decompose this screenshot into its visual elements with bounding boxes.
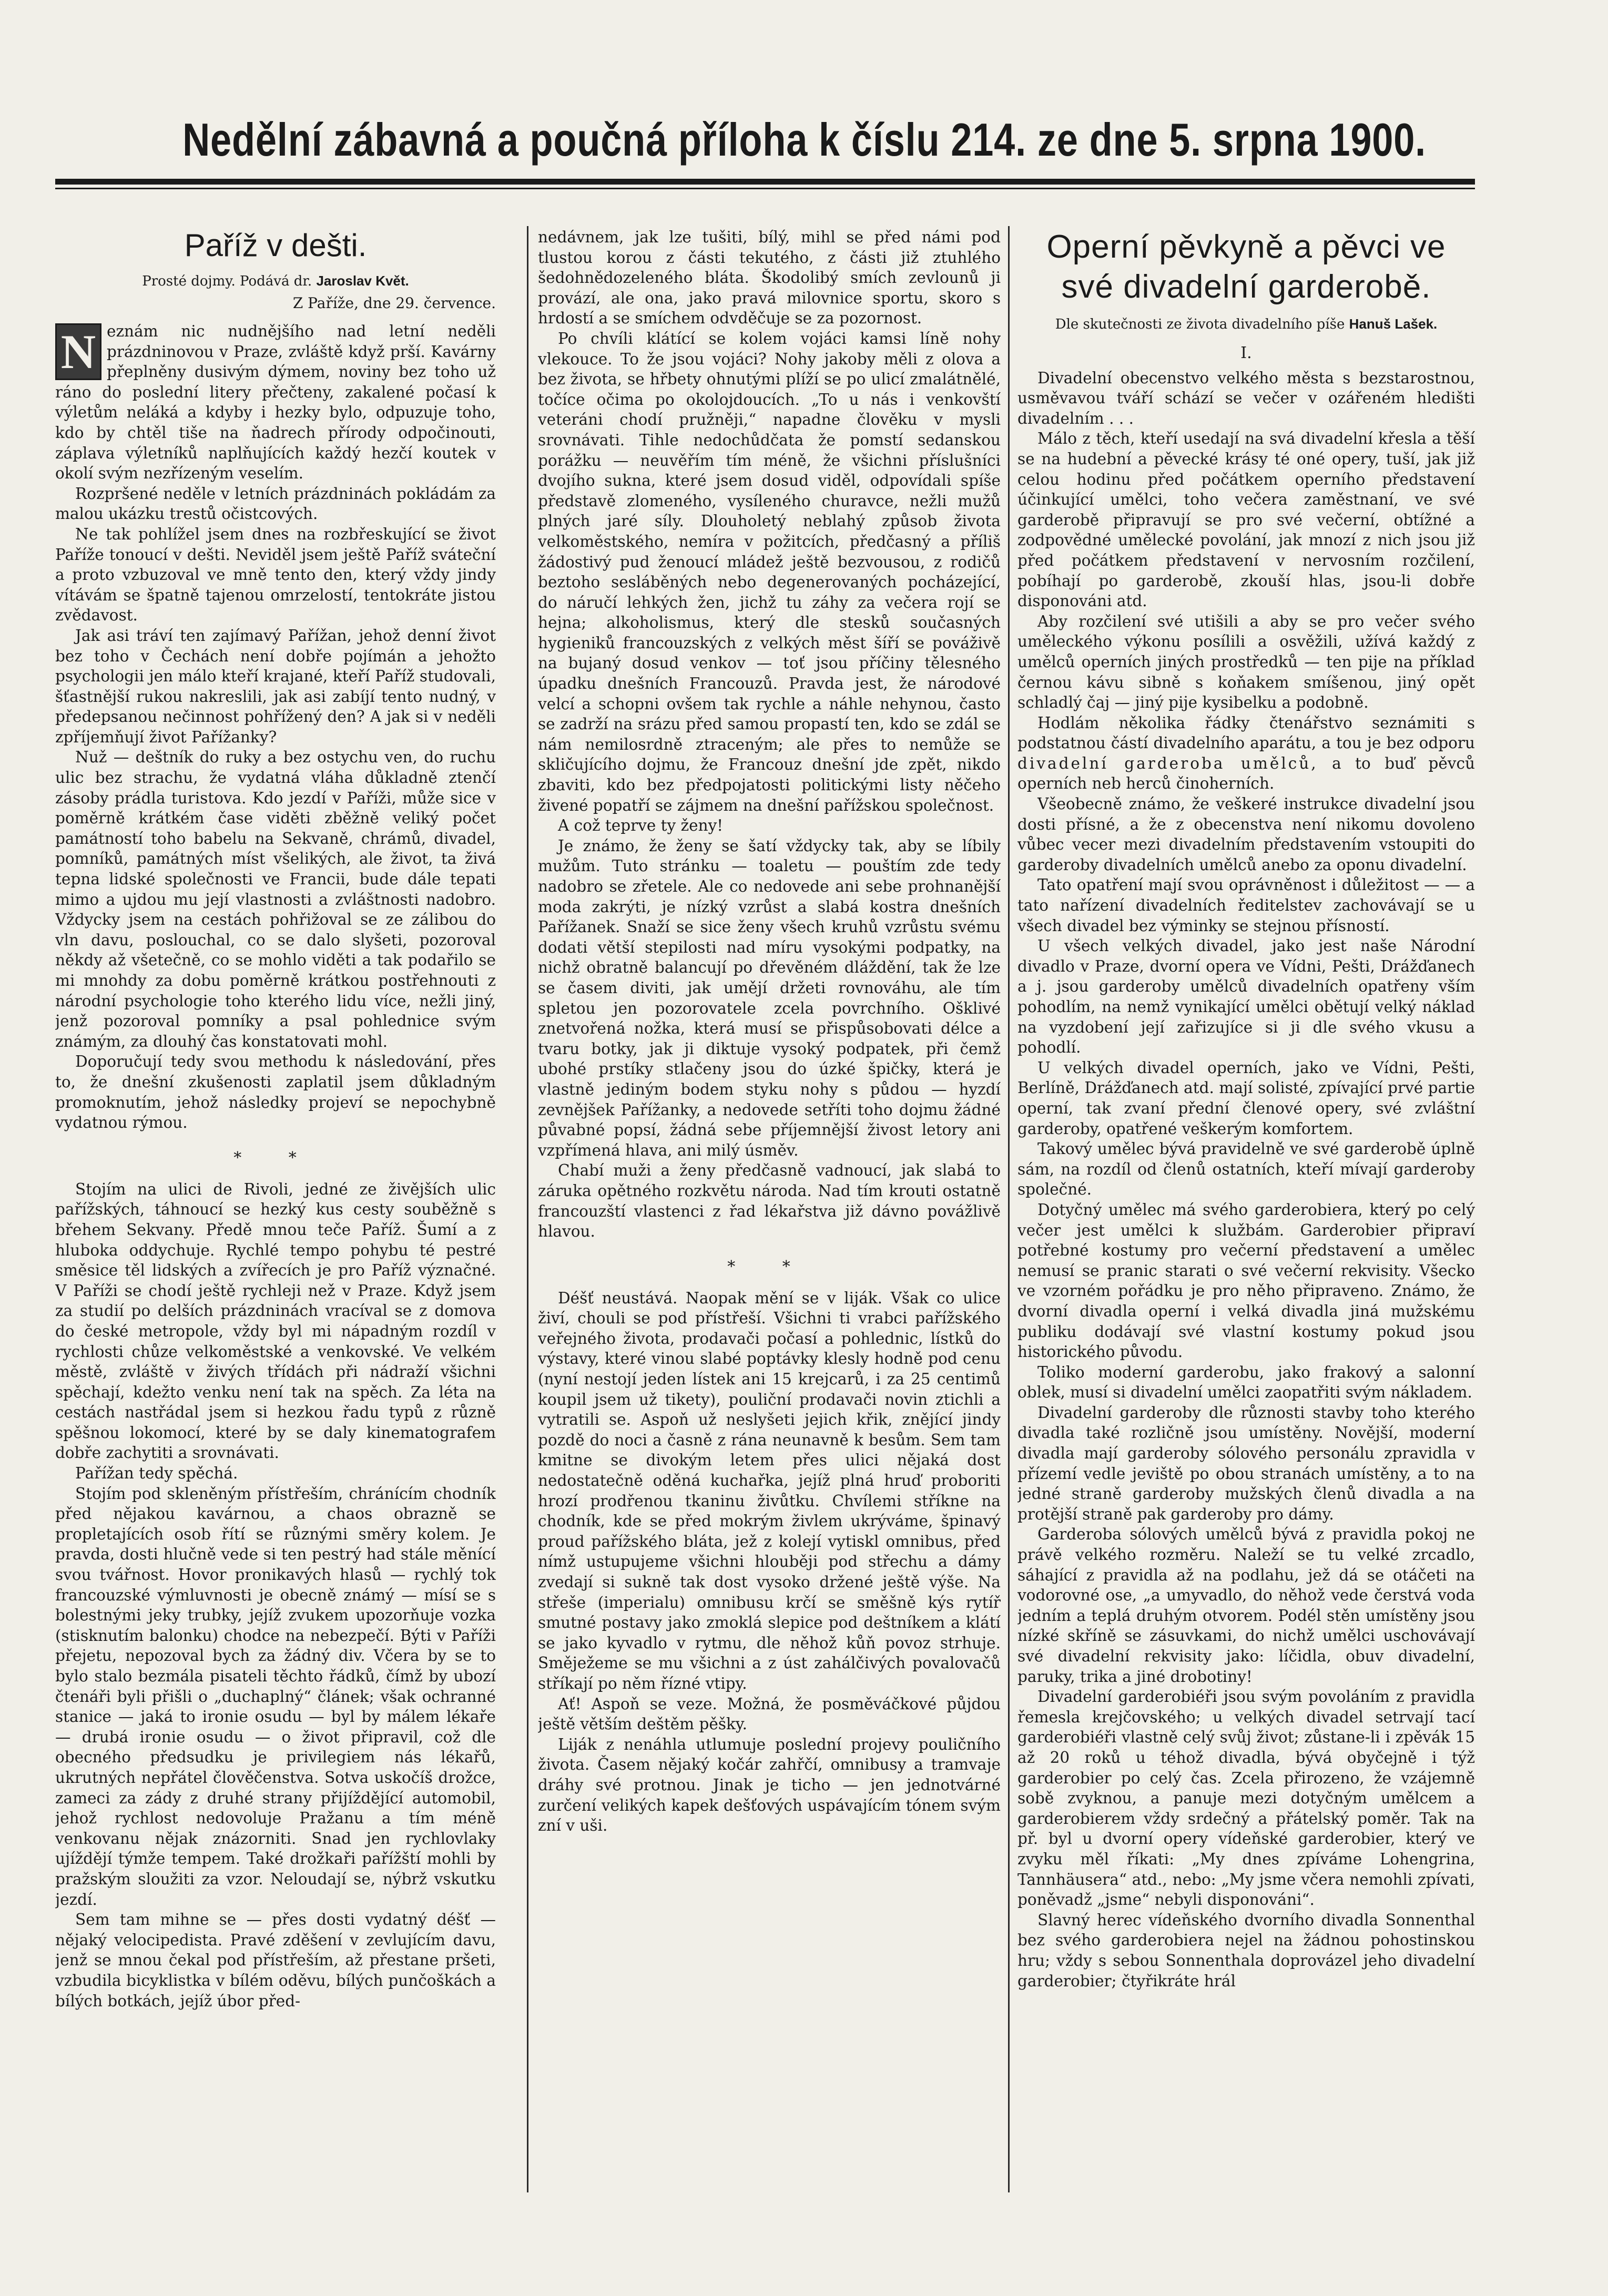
paragraph: Tato opatření mají svou oprávněnost i důležitost — — a tato nařízení divadelních ředitelstev zachovávají se u všech divadel bez výminky se stejnou přísností. <box>1017 876 1475 935</box>
drop-cap: N <box>55 323 101 380</box>
paragraph: Málo z těch, kteří usedají na svá divadelní křesla a těší se na hudební a pěvecké krásy té oné opery, tuší, jak již celou hodinu před počátkem operního představení účinkující umělci, toho večera zaměstnaní, ve své garderobě připravují se pro své večerní, obtížné a zodpovědné umělecké povolání, jak mnozí z nich jsou již před počátkem představení v nervosním rozčilení, pobíhají po garderobě, zkouší hlas, jsou-li dobře disponováni atd. <box>1017 430 1475 610</box>
paragraph <box>55 321 496 484</box>
paragraph-text: Hodlám několika řádky čtenářstvo seznámiti s podstatnou částí divadelního aparátu, a tou je bez odporu <box>1017 713 1475 752</box>
paragraph: Takový umělec bývá pravidelně ve své garderobě úplně sám, na rozdíl od členů ostatních, kteří mívají garderoby společné. <box>1017 1140 1475 1199</box>
paragraph: Divadelní garderoby dle různosti stavby toho kterého divadla také rozličně jsou umístěny. Novější, moderní divadla mají garderoby sólového personálu zpravidla v přízemí vedle jeviště po obou stranách umístěny, a to na jedné straně garderoby mužských členů divadla a na protější straně pak garderoby pro dámy. <box>1017 1403 1475 1523</box>
paragraph: A což teprve ty ženy! <box>558 817 724 835</box>
masthead-rule-thin <box>55 188 1475 189</box>
byline <box>55 271 496 291</box>
paragraph-text: a to buď pěvců operních neb herců činoherních. <box>1017 754 1475 793</box>
masthead-rule-thick <box>55 179 1475 185</box>
paragraph: Divadelní obecenstvo velkého města s bezstarostnou, usměvavou tváří schází se večer v ozářeném hledišti divadelním . . . <box>1017 369 1475 427</box>
paragraph: Déšť neustává. Naopak mění se v liják. Však co ulice živí, chouli se pod přístřeší. Všichni ti vrabci pařížského veřejného života, prodavači počasí a pohlednic, lístků do výstavy, které vinou slabé poptávky klesly hodně pod cenu (nyní nestojí jeden lístek ani 15 krejcarů, i za 25 centimů koupil jsem už tikety), pouliční prodavači novin ztichli a vytratili se. Aspoň už neslyšeti jejich křik, znějící jindy pozdě do noci a časně z rána neunavně k besům. Sem tam kmitne se divokým letem přes ulici nějaká dost nedostatečně oděná kuchařka, jejíž plná hruď proboriti hrozí prodřenou tkaninu živůtku. Chvílemi stříkne na chodník, kde se před mokrým živlem ukrýváme, špinavý proud pařížského bláta, jež z kolejí vytiskl omnibus, před nímž ustupujeme všichni hlouběji pod střechu a dámy zvedají si sukně tak dost vysoko držené ještě výše. Na střeše (imperialu) omnibusu krčí se směšně kýs rytíř smutné postavy jako zmoklá slepice pod deštníkem a klátí se jako kyvadlo v rytmu, dle něhož kůň povoz strhuje. Směježeme se mu všichni a z úst zahálčivých povalovačů stříkají po něm řízné vtipy. <box>538 1289 1001 1692</box>
paragraph: Rozpršené neděle v letních prázdninách pokládám za malou ukázku trestů očistcových. <box>55 484 496 523</box>
masthead: Nedělní zábavná a poučná příloha k číslu 214. ze dne 5. srpna 1900. <box>182 114 1427 166</box>
column-1 <box>55 227 496 2199</box>
paragraph: Dotyčný umělec má svého garderobiera, který po celý večer jest umělci k službám. Garderobier připraví potřebné kostumy pro večerní představení a umělec nemusí se pranic starati o své večerní rekvisity. Všecko ve vzorném pořádku je pro něho připraveno. Známo, že dvorní divadla operní i velká divadla jiná mužskému publiku dodávají své vlastní kostumy pokud jsou historického původu. <box>1017 1200 1475 1361</box>
paragraph: Stojím na ulici de Rivoli, jedné ze živějších ulic pařížských, táhnoucí se hezký kus cesty souběžně s břehem Sekvany. Předě mnou teče Paříž. Šumí a z hluboka oddychuje. Rychlé tempo pohybu té pestré směsice těl lidských a zvířecích je pro Paříž význačné. V Paříži se chodí ještě rychleji než v Praze. Když jsem za studií po delších prázdninách vracíval se z domova do české metropole, vždy byl mi nápadným rozdíl v rychlosti chůze velkoměstské a venkovské. Ve velkém městě, zvláště v živých třídách při nádraží všichni spěchají, kdežto venku není tak na spěch. Za léta na cestách nastřádal jsem si hezkou řadu typů z různě spěšnou lokomocí, které by se daly kinematografem dobře zachytiti a srovnávati. <box>55 1180 496 1462</box>
paragraph: Aby rozčilení své utišili a aby se pro večer svého uměleckého výkonu posílili a osvěžili, užívá každý z umělců operních jiných prostředků — ten pije na příklad černou kávu sibně s koňakem smíšenou, jiný opět schladlý čaj — jiný pije kysibelku a podobně. <box>1017 612 1475 712</box>
paragraph: U všech velkých divadel, jako jest naše Národní divadlo v Praze, dvorní opera ve Vídni, Pešti, Drážďanech a j. jsou garderoby umělců divadelních opatřeny vším pohodlím, na nemž vynikající umělci obětují velký náklad na vyzdobení její zařizujíce si ji dle svého vkusu a pohodlí. <box>1017 937 1475 1057</box>
paragraph: Je známo, že ženy se šatí vždycky tak, aby se líbily mužům. Tuto stránku — toaletu — pouštím zde tedy nadobro se zřetele. Ale co nedovede ani sebe prohnanější moda zakrýti, je nízký vzrůst a slabá kostra dnešních Pařížanek. Snaží se sice ženy všech kruhů vzrůstu svému dodati větší stepilosti nad míru vysokými podpatky, na nichž obratně balancují po dřevěném dláždění, tak že lze se časem diviti, jak umějí držeti rovnováhu, ale tím spletou jen pozorovatele zcela povrchního. Ošklivé znetvořená nožka, která musí se přispůsobovati délce a tvaru botky, jak ji diktuje vysoký podpatek, při čemž ubohé prstíky stlačeny jsou do úzké špičky, která je vlastně jediným bodem styku nohy s půdou — hyzdí zevnějšek Pařížanky, a nedovede setříti toho dojmu žádné půvabné popsí, žádná sebe příjemnější živost letory ani vzpřímená hlava, ani milý úsměv. <box>538 836 1001 1159</box>
paragraph: U velkých divadel operních, jako ve Vídni, Pešti, Berlíně, Drážďanech atd. mají solisté, zpívající prvé partie operní, tak zvaní přední členové opery, své zvláštní garderoby, opatřené veškerým komfortem. <box>1017 1058 1475 1138</box>
paragraph: Ne tak pohlížel jsem dnes na rozbřeskující se život Paříže tonoucí v dešti. Neviděl jsem ještě Paříž sváteční a proto vzbuzoval ve mně tento den, který vždy jindy vítávám se špatně tajenou omrzelostí, tentokráte jistou zvědavost. <box>55 525 496 625</box>
dateline: Z Paříže, dne 29. července. <box>292 294 496 312</box>
byline-author: Hanuš Lašek. <box>1349 316 1438 332</box>
paragraph: Pařížan tedy spěchá. <box>75 1464 238 1483</box>
byline <box>1017 314 1475 334</box>
byline-prefix: Dle skutečnosti ze života divadelního píše <box>1055 317 1345 332</box>
paragraph: Liják z nenáhla utlumuje poslední projevy pouličního života. Časem nějaký kočár zahřčí, omnibusy a tramvaje dráhy své protnou. Jinak je ticho — jen jednotvárné zurčení velikých kapek dešťových uspávajícím tónem svým zní v uši. <box>538 1735 1001 1835</box>
paragraph: Nuž — deštník do ruky a bez ostychu ven, do ruchu ulic bez strachu, že vydatná vláha důkladně ztenčí zásoby prádla turistova. Kdo jezdí v Paříži, může sice v poměrně krátkém čase viděti zběžně veliký počet památností toho babelu na Sekvaně, chrámů, divadel, pomníků, památných míst všelikých, ale život, ta živá tepna lidské společnosti ve Francii, bude dále tepati mimo a ujdou mu její vlastnosti a zvláštnosti nadobro. Vždycky jsem na cestách pohřižoval se ze zálibou do vln davu, poslouchal, co se dalo slyšeti, pozoroval někdy až všetečně, co se mohlo viděti a tak podařilo se mi mnohdy za dobu poměrně krátkou postřehnouti z národní psychologie toho kterého lidu více, nežli jiný, jenž pozoroval pomníky a psal pohlednice svým známým, za dlouhý čas konstatovati mohl. <box>55 748 496 1050</box>
paragraph-text: eznám nic nudnějšího nad letní neděli prázdninovou v Praze, zvláště když prší. Kavárny přeplněny dusivým dýmem, noviny bez toho už ráno do poslední litery přečteny, zakalené počasí k výletům neláká a kdyby i hezky bylo, odpuzuje toho, kdo by chtěl tiše na ňadrech přírody odpočinouti, záplava výletníků naplňujících každý hezčí koutek v okolí svým nezřízeným veselím. <box>55 322 496 483</box>
spaced-emphasis: divadelní garderoba umělců, <box>1017 754 1318 772</box>
paragraph: Toliko moderní garderobu, jako frakový a salonní oblek, musí si divadelní umělci zaopatřiti svým nákladem. <box>1017 1363 1475 1402</box>
section-separator: * * <box>727 1257 811 1276</box>
byline-author: Jaroslav Květ. <box>316 273 409 289</box>
paragraph: Doporučují tedy svou methodu k následování, přes to, že dnešní zkušenosti zaplatil jsem důkladným promoknutím, jehož následky projeví se nepochybně vydatnou rýmou. <box>55 1053 496 1132</box>
section-number: I. <box>1240 344 1252 362</box>
paragraph: Všeobecně známo, že veškeré instrukce divadelní jsou dosti přísné, a že z obecenstva není nikomu dovoleno vůbec vecer mezi divadelním představením vstoupiti do garderoby divadelních umělců anebo za oponu divadelní. <box>1017 795 1475 874</box>
column-divider-2 <box>1008 226 1010 2192</box>
paragraph: Divadelní garderobiéři jsou svým povoláním z pravidla řemesla krejčovského; u velkých divadel setrvají tací garderobiéři vlastně celý svůj život; zůstane-li i zpěvák 15 až 20 roků u téhož divadla, bývá obyčejně i týž garderobier po celý čas. Zcela přirozeno, že vzájemně sobě zvyknou, a panuje mezi dotyčným umělcem a garderobierem vždy srdečný a přátelský poměr. Tak na př. byl u dvorní opery vídeňské garderobier, který ve zvyku měl říkati: „My dnes zpíváme Lohengrina, Tannhäusera“ atd., nebo: „My jsme včera nemohli zpívati, poněvadž „jsme“ nebyli disponováni“. <box>1017 1688 1475 1909</box>
article-title: Operní pěvkyně a pěvci ve své divadelní garderobě. <box>1046 229 1446 305</box>
paragraph: Stojím pod skleněným přístřeším, chránícím chodník před nějakou kavárnou, a chaos obrazně se propletajících osob řítí se různými směry kolem. Je pravda, dosti hlučně vede si ten pestrý had stále měnící svou tvářnost. Hovor pronikavých hlasů — rychlý tok francouzské výmluvnosti je obecně známý — mísí se s bolestnými jeky trubky, jejíž zvukem upozorňuje vozka (stisknutím balonku) chodce na nebezpečí. Býti v Paříži přejetu, nepozoval bych za žádný div. Včera by se to bylo stalo bezmála pisateli těchto řádků, čímž by ubozí čtenáři byli přišli o „duchaplný“ článek; však ochranné stanice — jaká to ironie osudu — byl by málem lékaře — drubá ironie osudu — o život připravil, což dle obecného předsudku je privilegiem nás lékařů, ukrutných nepřátel člověčenstva. Sotva uskočíš drožce, zameci za zády z druhé strany přijíždějící automobil, jehož rychlost nedovoluje Pražanu a tím méně venkovanu nějak znázorniti. Snad jen rychlovlaky ujíždějí týmže tempem. Také drožkaři pařížští mohli by pražským sloužiti za vzor. Neloudají se, nýbrž vskutku jezdí. <box>55 1484 496 1909</box>
byline-prefix: Prosté dojmy. Podává dr. <box>142 273 312 289</box>
paragraph: Chabí muži a ženy předčasně vadnoucí, jak slabá to záruka opětného rozkvětu národa. Nad tím krouti ostatně francouzští vlastenci z řad lékařstva již dávno povážlivě hlavou. <box>538 1161 1001 1241</box>
paragraph: Jak asi tráví ten zajímavý Pařížan, jehož denní život bez toho v Čechách není dobře pojímán a jehožto psychologii jen málo kteří krajané, kteří Paříž studovali, šťastnější rukou nakreslili, jak asi zabíjí tento nudný, v předepsanou nečinnost pohřížený den? A jak si v neděli zpříjemňují život Pařížanky? <box>55 626 496 746</box>
paragraph: Ať! Aspoň se veze. Možná, že posměváčkové půjdou ještě větším deštěm pěšky. <box>538 1695 1001 1733</box>
section-separator: * * <box>233 1148 318 1167</box>
column-2 <box>538 227 1001 2199</box>
paragraph: Sem tam mihne se — přes dosti vydatný déšť — nějaký velocipedista. Pravé zděšení v zevlujícím davu, jenž se mnou čekal pod přístřeším, až přestane pršeti, vzbudila bicyklistka v bílém oděvu, bílých punčoškách a bílých botkách, jejíž úbor před- <box>55 1911 496 2010</box>
paragraph: Slavný herec vídeňského dvorního divadla Sonnenthal bez svého garderobiera nejel na žádnou pohostinskou hru; vždy s sebou Sonnenthala doprovázel jeho divadelní garderobier; čtyřikráte hrál <box>1017 1911 1475 1990</box>
paragraph <box>1017 713 1475 794</box>
column-divider-1 <box>527 226 528 2192</box>
article-title: Paříž v dešti. <box>184 228 367 263</box>
column-3 <box>1017 227 1475 2199</box>
paragraph: nedávnem, jak lze tušiti, bílý, mihl se před námi pod tlustou korou z části tekutého, z části již ztuhlého šedohnědozeleného bláta. Škodolibý smích zevlounů ji provází, ale ona, jako pravá milovnice sportu, skoro s hrdostí a se smíchem odvděčuje se za pozornost. <box>538 228 1001 328</box>
paragraph: Garderoba sólových umělců bývá z pravidla pokoj ne právě velkého rozměru. Naleží se tu velké zrcadlo, sáhající z pravidla až na podlahu, jež dá se otáčeti na vodorovné ose, „a umyvadlo, do něhož vede čerstvá voda jedním a teplá druhým otvorem. Podél stěn umístěny jsou nízké skříně se zásuvkami, do nichž umělci uschovávají své divadelní rekvisity jako: líčidla, obuv divadelní, paruky, trika a jiné drobotiny! <box>1017 1525 1475 1686</box>
paragraph: Po chvíli klátící se kolem vojáci kamsi líně nohy vlekouce. To že jsou vojáci? Nohy jakoby měli z olova a bez života, se hřbety ohnutými plíží se po ulicí zmalátnělé, točíce očima po okolojdoucích. „To u nás i venkovští veteráni chodí pružněji,“ napadne člověku v mysli srovnávati. Tihle nedochůdčata že pomstí sedanskou porážku — neuvěřím tím méně, že všichni příslušníci dvojího sukna, které jsem dosud viděl, odpovídali spíše představě zlomeného, vysíleného churavce, nežli mužů plných jaré síly. Dlouholetý neblahý způsob života velkoměstského, nemíra v požitcích, předčasný a příliš žádostivý pud ženoucí mládež ještě bezvousou, z rodičů beztoho sesláběných nebo degenerovaných pocházející, do náručí lehkých žen, jichž tu záhy za večera rojí se hejna; alkoholismus, který dle stesků současných hygieniků francouzských z velkých měst šíří se pováživě na bujaný dosud venkov — toť jsou příčiny tělesného úpadku dnešních Francouzů. Pravda jest, že národové velcí a schopni ovšem tak rychle a náhle nehynou, často se zadrží na srázu před samou propastí ten, kdo se zdál se nám nemilosrdně ztraceným; ale přes to nemůže se skličujícího dojmu, že Francouz dnešní jde zpět, nikdo zbaviti, kdo bez předpojatosti politickými listy něčeho živené popatří se zájmem na dnešní pařížskou společnost. <box>538 329 1001 814</box>
